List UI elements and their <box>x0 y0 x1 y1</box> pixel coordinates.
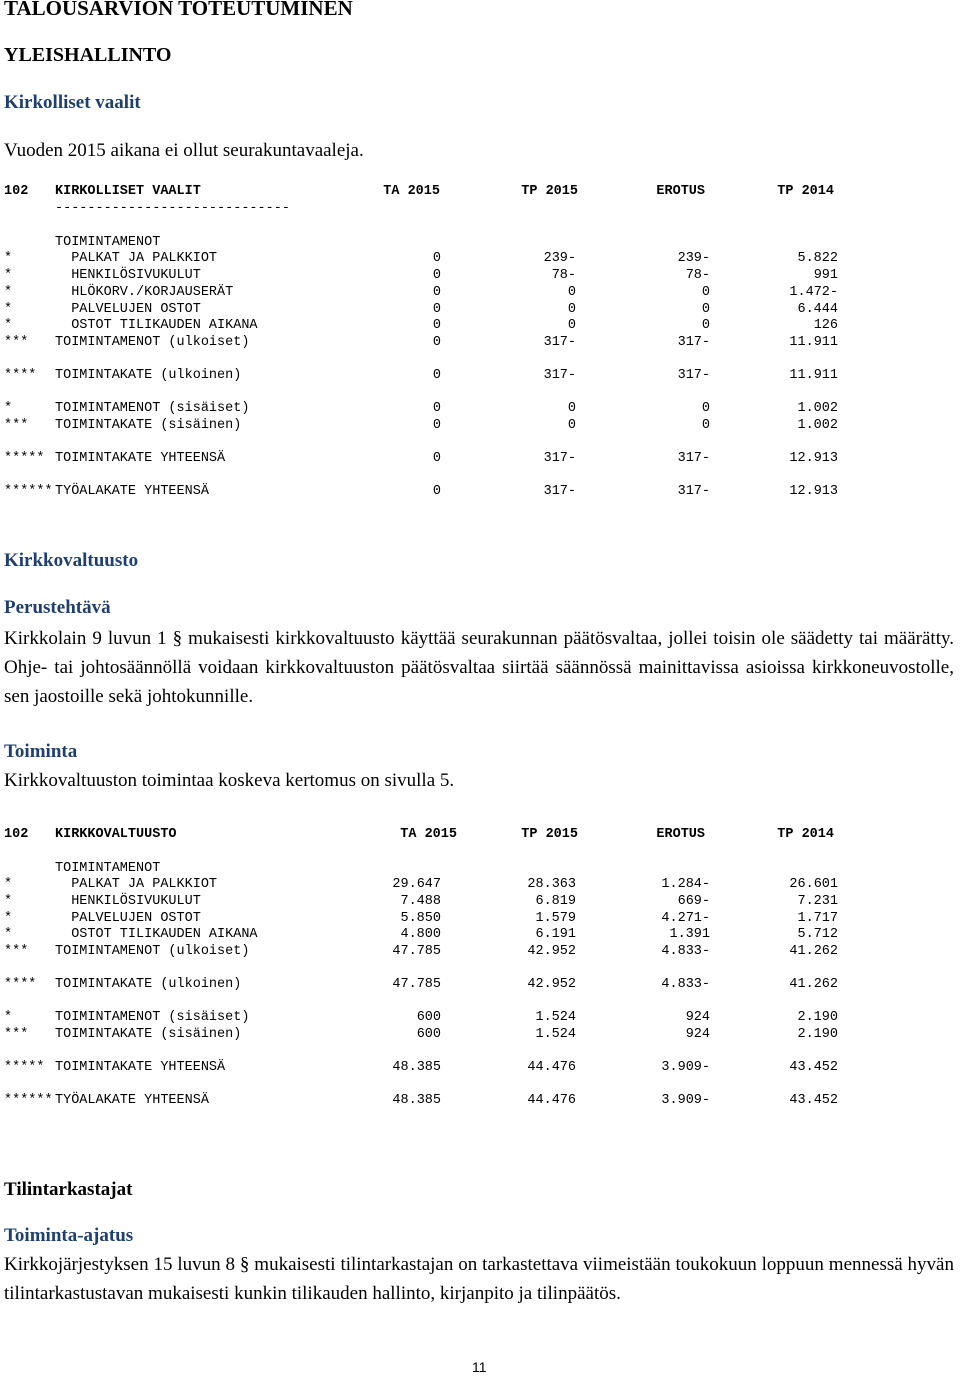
cell-value: 1.002 <box>797 401 838 416</box>
row-level: ***** <box>4 451 45 466</box>
page-title: TALOUSARVION TOTEUTUMINEN <box>4 0 353 20</box>
cell-value: 0 <box>432 302 441 317</box>
cell-value: 3.909- <box>661 1093 710 1108</box>
cell-value: 317- <box>677 451 710 466</box>
cell-value: 0 <box>701 401 710 416</box>
column-header: TP 2015 <box>521 184 578 199</box>
row-level: *** <box>4 944 29 959</box>
row-level: *** <box>4 1027 29 1042</box>
row-label: PALVELUJEN OSTOT <box>55 911 201 926</box>
cell-value: 126 <box>813 318 838 333</box>
row-label: TOIMINTAKATE YHTEENSÄ <box>55 1060 226 1075</box>
row-label: TOIMINTAKATE (ulkoinen) <box>55 368 242 383</box>
cell-value: 26.601 <box>789 877 838 892</box>
cell-value: 600 <box>416 1010 441 1025</box>
cell-value: 48.385 <box>392 1060 441 1075</box>
cell-value: 6.191 <box>535 927 576 942</box>
row-label: TOIMINTAMENOT (ulkoiset) <box>55 944 250 959</box>
row-level: * <box>4 1010 13 1025</box>
cell-value: 1.579 <box>535 911 576 926</box>
cell-value: 0 <box>432 418 441 433</box>
cell-value: 12.913 <box>789 451 838 466</box>
table-title: KIRKKOVALTUUSTO <box>55 827 177 842</box>
cell-value: 2.190 <box>797 1027 838 1042</box>
row-level: * <box>4 911 13 926</box>
cell-value: 317- <box>543 451 576 466</box>
toiminta-text: Kirkkovaltuuston toimintaa koskeva kertomus on sivulla 5. <box>4 770 455 791</box>
row-label: TOIMINTAKATE YHTEENSÄ <box>55 451 226 466</box>
cell-value: 1.391 <box>669 927 710 942</box>
column-header: TP 2015 <box>521 827 578 842</box>
table-code: 102 <box>4 827 29 842</box>
cell-value: 41.262 <box>789 977 838 992</box>
row-level: * <box>4 285 13 300</box>
cell-value: 44.476 <box>527 1093 576 1108</box>
cell-value: 2.190 <box>797 1010 838 1025</box>
row-label: TOIMINTAKATE (sisäinen) <box>55 418 242 433</box>
cell-value: 991 <box>813 268 838 283</box>
cell-value: 600 <box>416 1027 441 1042</box>
row-label: TOIMINTAMENOT (sisäiset) <box>55 1010 250 1025</box>
row-label: PALKAT JA PALKKIOT <box>55 251 218 266</box>
row-label: TYÖALAKATE YHTEENSÄ <box>55 484 209 499</box>
cell-value: 5.712 <box>797 927 838 942</box>
cell-value: 1.524 <box>535 1010 576 1025</box>
group-label: TOIMINTAMENOT <box>55 235 161 250</box>
row-level: * <box>4 927 13 942</box>
cell-value: 0 <box>567 418 576 433</box>
cell-value: 43.452 <box>789 1060 838 1075</box>
cell-value: 47.785 <box>392 944 441 959</box>
cell-value: 1.284- <box>661 877 710 892</box>
row-label: TOIMINTAKATE (sisäinen) <box>55 1027 242 1042</box>
cell-value: 669- <box>677 894 710 909</box>
column-header: TP 2014 <box>777 184 834 199</box>
cell-value: 317- <box>543 484 576 499</box>
cell-value: 11.911 <box>789 368 838 383</box>
cell-value: 0 <box>567 285 576 300</box>
cell-value: 42.952 <box>527 977 576 992</box>
section-heading: YLEISHALLINTO <box>4 44 172 66</box>
row-level: * <box>4 251 13 266</box>
cell-value: 0 <box>701 285 710 300</box>
cell-value: 0 <box>432 401 441 416</box>
cell-value: 924 <box>685 1010 710 1025</box>
row-level: ****** <box>4 1093 53 1108</box>
row-level: * <box>4 894 13 909</box>
row-label: TOIMINTAMENOT (ulkoiset) <box>55 335 250 350</box>
cell-value: 0 <box>432 368 441 383</box>
cell-value: 317- <box>543 368 576 383</box>
cell-value: 7.231 <box>797 894 838 909</box>
row-level: ***** <box>4 1060 45 1075</box>
column-header: EROTUS <box>656 827 705 842</box>
cell-value: 1.002 <box>797 418 838 433</box>
row-label: TOIMINTAKATE (ulkoinen) <box>55 977 242 992</box>
row-label: PALKAT JA PALKKIOT <box>55 877 218 892</box>
column-header: TA 2015 <box>383 184 440 199</box>
row-level: * <box>4 318 13 333</box>
table-code: 102 <box>4 184 29 199</box>
cell-value: 0 <box>432 451 441 466</box>
row-label: OSTOT TILIKAUDEN AIKANA <box>55 927 258 942</box>
cell-value: 4.271- <box>661 911 710 926</box>
cell-value: 78- <box>551 268 576 283</box>
page-number: 11 <box>472 1359 487 1375</box>
toiminta-ajatus-heading: Toiminta-ajatus <box>4 1225 134 1246</box>
cell-value: 5.850 <box>400 911 441 926</box>
group-label: TOIMINTAMENOT <box>55 861 161 876</box>
cell-value: 29.647 <box>392 877 441 892</box>
cell-value: 48.385 <box>392 1093 441 1108</box>
cell-value: 0 <box>701 418 710 433</box>
cell-value: 5.822 <box>797 251 838 266</box>
cell-value: 43.452 <box>789 1093 838 1108</box>
row-level: * <box>4 877 13 892</box>
row-level: **** <box>4 368 37 383</box>
cell-value: 0 <box>432 484 441 499</box>
cell-value: 4.833- <box>661 977 710 992</box>
column-header: TP 2014 <box>777 827 834 842</box>
tilintarkastajat-heading: Tilintarkastajat <box>4 1179 133 1200</box>
cell-value: 6.819 <box>535 894 576 909</box>
row-level: * <box>4 302 13 317</box>
row-level: * <box>4 401 13 416</box>
cell-value: 11.911 <box>789 335 838 350</box>
cell-value: 924 <box>685 1027 710 1042</box>
cell-value: 239- <box>677 251 710 266</box>
row-level: * <box>4 268 13 283</box>
cell-value: 317- <box>677 484 710 499</box>
row-level: ****** <box>4 484 53 499</box>
row-label: OSTOT TILIKAUDEN AIKANA <box>55 318 258 333</box>
cell-value: 317- <box>543 335 576 350</box>
cell-value: 0 <box>567 302 576 317</box>
cell-value: 4.833- <box>661 944 710 959</box>
vaalit-text: Vuoden 2015 aikana ei ollut seurakuntavaaleja. <box>4 140 364 161</box>
cell-value: 42.952 <box>527 944 576 959</box>
table-title: KIRKOLLISET VAALIT <box>55 184 201 199</box>
cell-value: 1.472- <box>789 285 838 300</box>
cell-value: 0 <box>432 335 441 350</box>
row-label: PALVELUJEN OSTOT <box>55 302 201 317</box>
column-header: TA 2015 <box>400 827 457 842</box>
row-label: HENKILÖSIVUKULUT <box>55 268 201 283</box>
cell-value: 0 <box>432 285 441 300</box>
tilintarkastajat-paragraph: Kirkkojärjestyksen 15 luvun 8 § mukaisesti tilintarkastajan on tarkastettava viimeistään toukokuun loppuun mennessä hyvän tilintarkastustavan mukaisesti kunkin tilikauden hallinto, kirjanpito ja tilinpäätös. <box>4 1254 954 1304</box>
perustehtava-heading: Perustehtävä <box>4 597 111 618</box>
cell-value: 0 <box>432 318 441 333</box>
row-label: TYÖALAKATE YHTEENSÄ <box>55 1093 209 1108</box>
cell-value: 6.444 <box>797 302 838 317</box>
cell-value: 0 <box>432 251 441 266</box>
cell-value: 1.524 <box>535 1027 576 1042</box>
cell-value: 239- <box>543 251 576 266</box>
cell-value: 4.800 <box>400 927 441 942</box>
cell-value: 1.717 <box>797 911 838 926</box>
cell-value: 47.785 <box>392 977 441 992</box>
row-label: HENKILÖSIVUKULUT <box>55 894 201 909</box>
cell-value: 0 <box>701 318 710 333</box>
cell-value: 44.476 <box>527 1060 576 1075</box>
row-label: HLÖKORV./KORJAUSERÄT <box>55 285 234 300</box>
kirkkovaltuusto-heading: Kirkkovaltuusto <box>4 550 139 571</box>
cell-value: 41.262 <box>789 944 838 959</box>
cell-value: 12.913 <box>789 484 838 499</box>
cell-value: 0 <box>567 401 576 416</box>
toiminta-heading: Toiminta <box>4 741 78 762</box>
column-header: EROTUS <box>656 184 705 199</box>
row-level: *** <box>4 418 29 433</box>
cell-value: 3.909- <box>661 1060 710 1075</box>
cell-value: 7.488 <box>400 894 441 909</box>
cell-value: 0 <box>432 268 441 283</box>
cell-value: 78- <box>685 268 710 283</box>
kirkkovaltuusto-paragraph: Kirkkolain 9 luvun 1 § mukaisesti kirkkovaltuusto käyttää seurakunnan päätösvaltaa, jollei toisin ole säädetty tai määrätty. Ohje- tai johtosäännöllä voidaan kirkkovaltuuston päätösvaltaa siirtää säännössä mainittavissa asioissa kirkkoneuvostolle, sen jaostoille sekä johtokunnille. <box>4 628 954 707</box>
row-level: **** <box>4 977 37 992</box>
cell-value: 0 <box>567 318 576 333</box>
cell-value: 28.363 <box>527 877 576 892</box>
title-underline: ----------------------------- <box>55 201 290 216</box>
vaalit-heading: Kirkolliset vaalit <box>4 92 141 113</box>
cell-value: 317- <box>677 368 710 383</box>
cell-value: 0 <box>701 302 710 317</box>
cell-value: 317- <box>677 335 710 350</box>
row-level: *** <box>4 335 29 350</box>
row-label: TOIMINTAMENOT (sisäiset) <box>55 401 250 416</box>
